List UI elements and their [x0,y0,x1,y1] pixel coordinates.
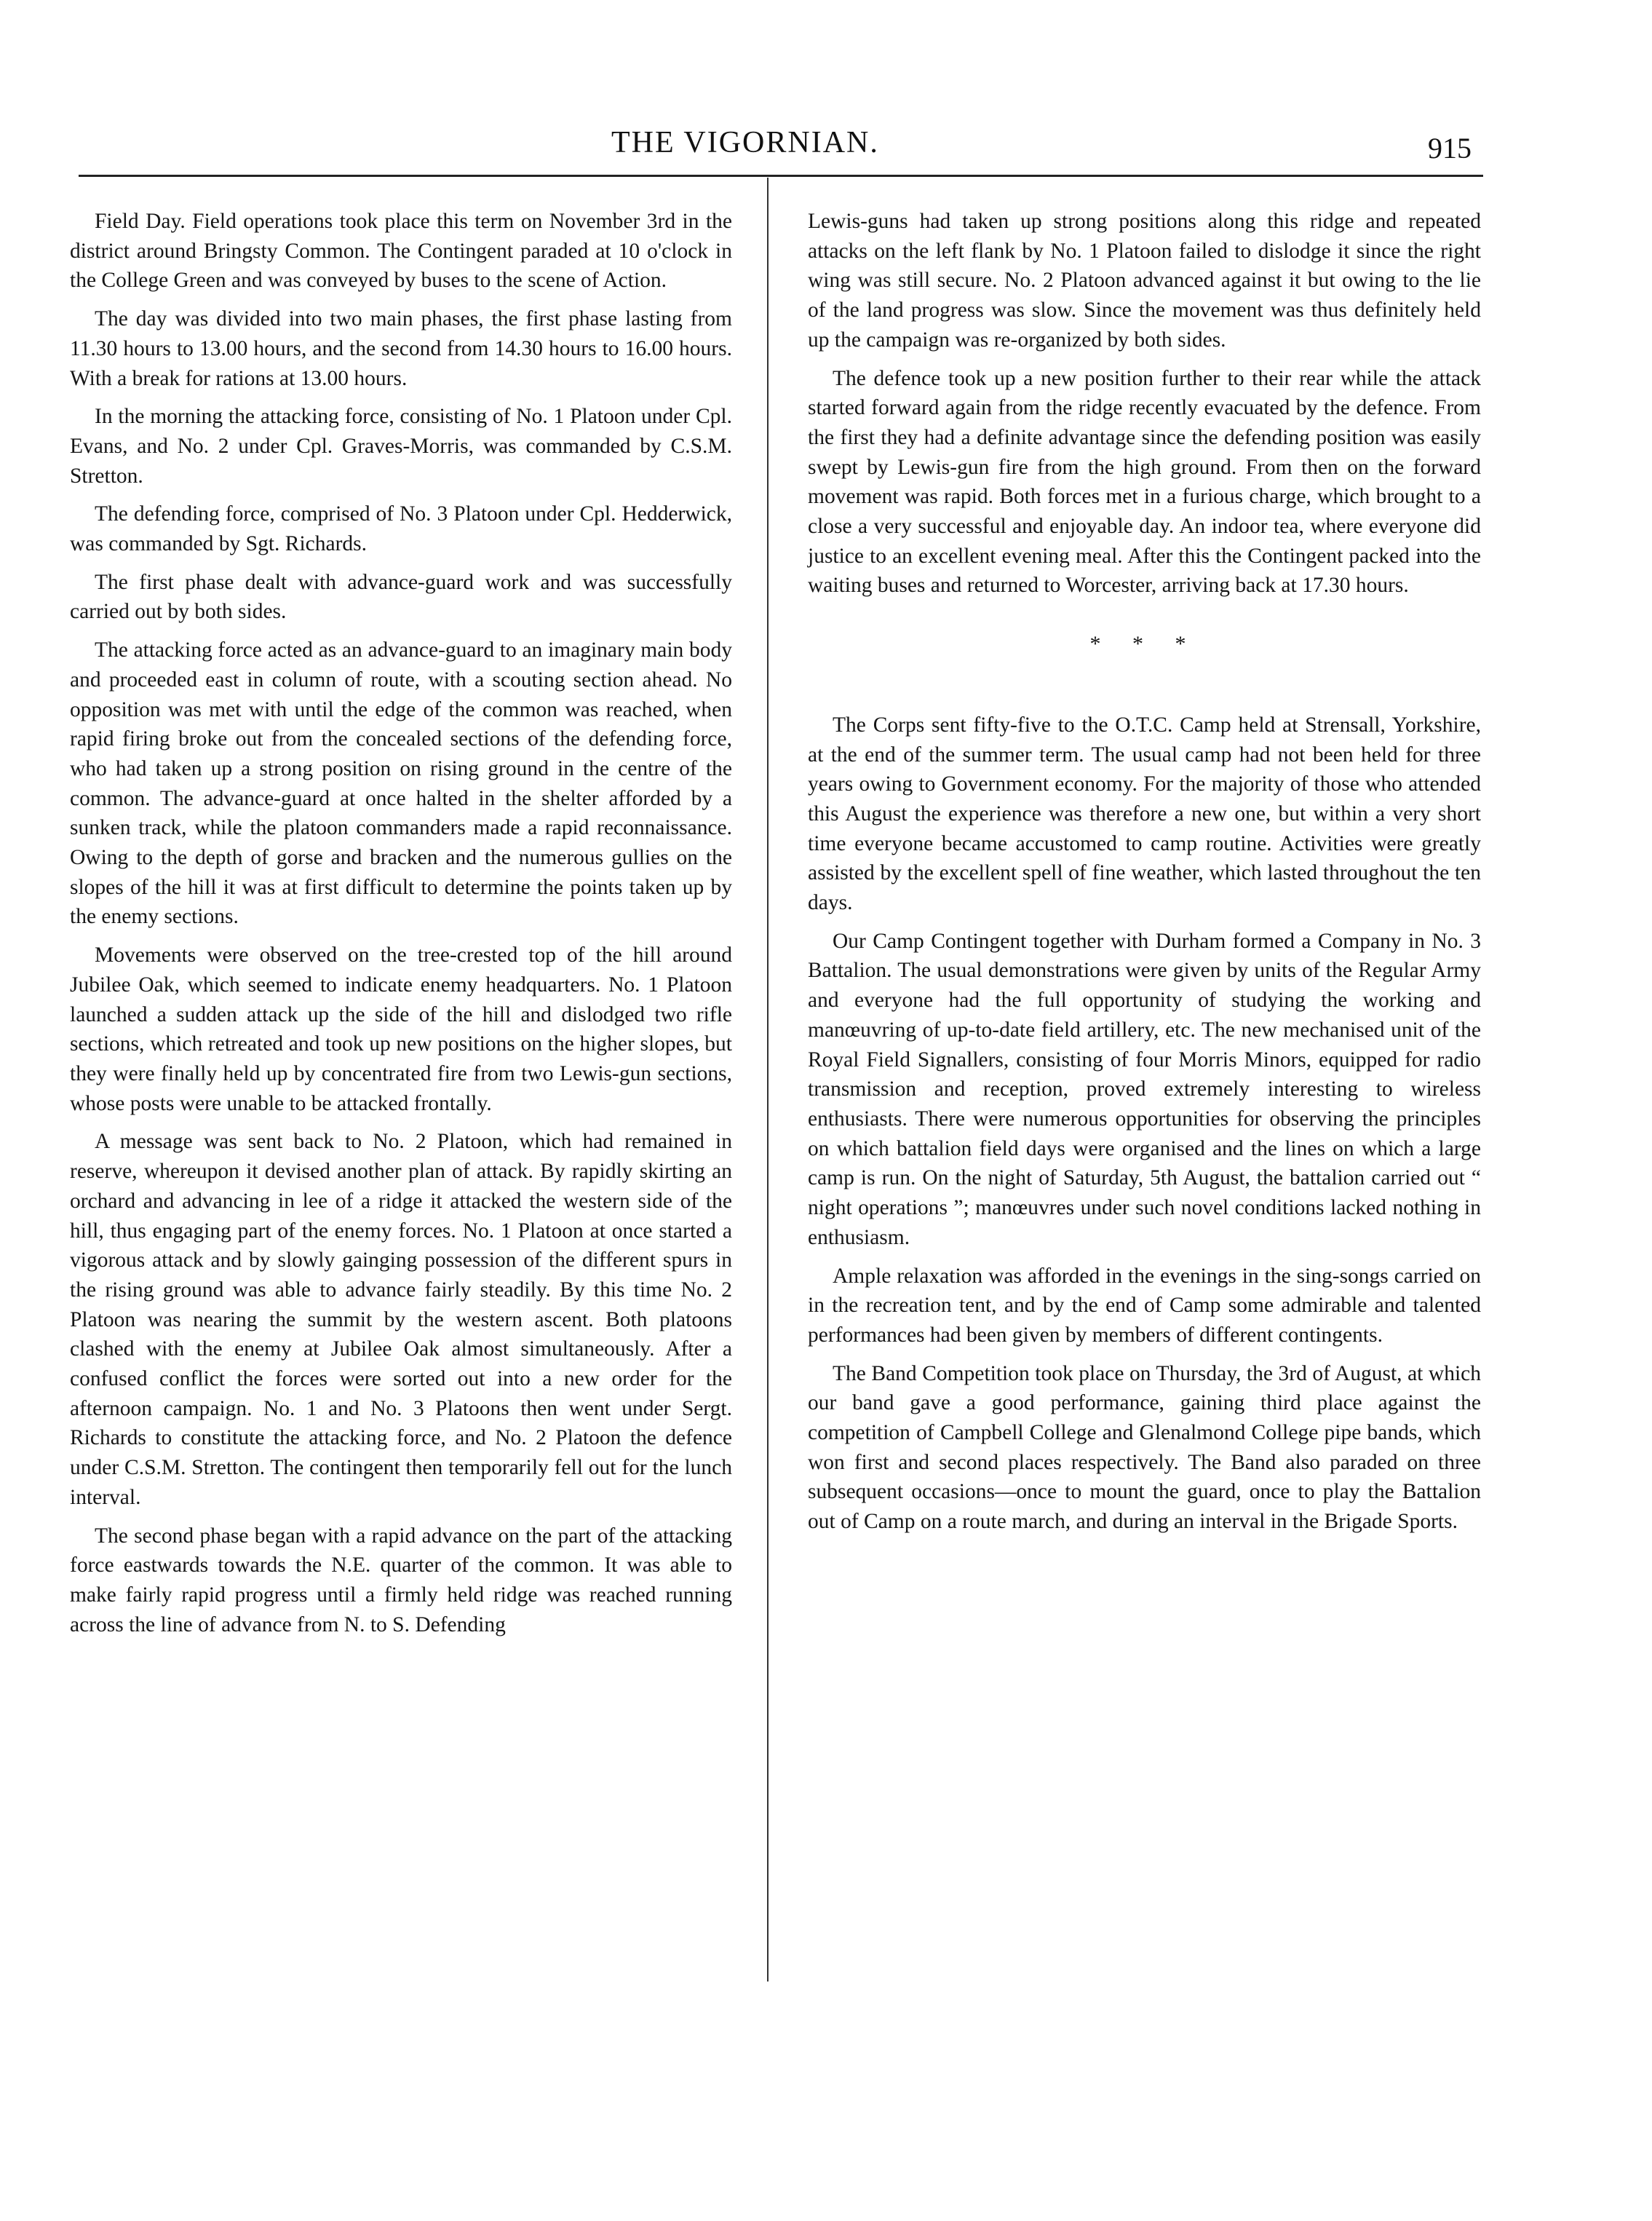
right-column [808,207,1481,1545]
paragraph: The day was divided into two main phases, the first phase lasting from 11.30 hours to 13.00 hours, and the second from 14.30 hours to 16.00 hours. With a break for rations at 13.00 hours. [70,307,732,390]
paragraph: The attacking force acted as an advance-guard to an imaginary main body and proceeded east in column of route, with a scouting section ahead. No opposition was met with until the edge of the common was reached, when rapid firing broke out from the concealed sections of the defending force, who had taken up a strong position on rising ground in the centre of the common. The advance-guard at once halted in the shelter afforded by a sunken track, while the platoon commanders made a rapid reconnaissance. Owing to the depth of gorse and bracken and the numerous gullies on the slopes of the hill it was at first difficult to determine the points taken up by the enemy sections. [70,638,732,929]
paragraph: A message was sent back to No. 2 Platoon, which had remained in reserve, whereupon it devised another plan of attack. By rapidly skirting an orchard and advancing in lee of a ridge it attacked the western side of the hill, thus engaging part of the enemy forces. No. 1 Platoon at once started a vigorous attack and by slowly gainging possession of the different spurs in the rising ground was able to advance fairly steadily. By this time No. 2 Platoon was nearing the summit by the western ascent. Both platoons clashed with the enemy at Jubilee Oak almost simultaneously. After a confused conflict the forces were sorted out into a new order for the afternoon campaign. No. 1 and No. 3 Platoons then went under Sergt. Richards to constitute the attacking force, and No. 2 Platoon the defence under C.S.M. Stretton. The contingent then temporarily fell out for the lunch interval. [70,1130,732,1509]
paragraph-field-day: Field Day. Field operations took place this term on November 3rd in the district around Bringsty Common. The Contingent paraded at 10 o'clock in the College Green and was conveyed by buses to the scene of Action. [70,210,732,293]
paragraph: Our Camp Contingent together with Durham formed a Company in No. 3 Battalion. The usual demonstrations were given by units of the Regular Army and everyone had the full opportunity of studying the working and manœuvring of up-to-date field artillery, etc. The new mechanised unit of the Royal Field Signallers, consisting of four Morris Minors, equipped for radio transmission and reception, proved extremely interesting to wireless enthusiasts. There were numerous opportunities for observing the principles on which battalion field days were organised and the lines on which a large camp is run. On the night of Saturday, 5th August, the battalion carried out “ night operations ”; manœuvres under such novel conditions lacked nothing in enthusiasm. [808,929,1481,1249]
paragraph-band-competition: The Band Competition took place on Thursday, the 3rd of August, at which our band gave a good performance, gaining third place against the competition of Campbell College and Glenalmond College pipe bands, which won first and second places respectively. The Band also paraded on three subsequent occasions—once to mount the guard, once to play the Battalion out of Camp on a route march, and during an interval in the Brigade Sports. [808,1361,1481,1534]
paragraph: Ample relaxation was afforded in the evenings in the sing-songs carried on in the recreation tent, and by the end of Camp some admirable and talented performances had been given by members of different contingents. [808,1264,1481,1347]
paragraph: In the morning the attacking force, consisting of No. 1 Platoon under Cpl. Evans, and No. 2 under Cpl. Graves-Morris, was commanded by C.S.M. Stretton. [70,405,732,488]
header-rule [79,175,1483,177]
section-break: * * * [1089,632,1199,657]
left-column [70,207,732,1648]
page-number: 915 [1428,132,1472,165]
continued-paragraph: Lewis-guns had taken up strong positions along this ridge and repeated attacks on the left flank by No. 1 Platoon failed to dislodge it since the right wing was still secure. No. 2 Platoon advanced against it but owing to the lie of the land progress was slow. Since the movement was thus definitely held up the campaign was re-organized by both sides. [808,210,1481,352]
running-title: THE VIGORNIAN. [611,126,879,159]
paragraph: The defending force, comprised of No. 3 Platoon under Cpl. Hedderwick, was commanded by Sgt. Richards. [70,502,732,556]
paragraph-otc-camp: The Corps sent fifty-five to the O.T.C. Camp held at Strensall, Yorkshire, at the end of the summer term. The usual camp had not been held for three years owing to Government economy. For the majority of those who attended this August the experience was therefore a new one, but within a very short time everyone became accustomed to camp routine. Activities were greatly assisted by the excellent spell of fine weather, which lasted throughout the ten days. [808,713,1481,915]
paragraph: The defence took up a new position further to their rear while the attack started forward again from the ridge recently evacuated by the defence. From the first they had a definite advantage since the defending position was easily swept by Lewis-gun fire from the high ground. From then on the forward movement was rapid. Both forces met in a furious charge, which brought to a close a very successful and enjoyable day. An indoor tea, where everyone did justice to an excellent evening meal. After this the Contingent packed into the waiting buses and returned to Worcester, arriving back at 17.30 hours. [808,366,1481,598]
paragraph: The first phase dealt with advance-guard work and was successfully carried out by both sides. [70,570,732,624]
paragraph: The second phase began with a rapid advance on the part of the attacking force eastwards towards the N.E. quarter of the common. It was able to make fairly rapid progress until a firmly held ridge was reached running across the line of advance from N. to S. Defending [70,1524,732,1636]
paragraph: Movements were observed on the tree-crested top of the hill around Jubilee Oak, which seemed to indicate enemy headquarters. No. 1 Platoon launched a sudden attack up the side of the hill and dislodged two rifle sections, which retreated and took up new positions on the higher slopes, but they were finally held up by concentrated fire from two Lewis-gun sections, whose posts were unable to be attacked frontally. [70,943,732,1115]
column-divider [767,178,769,1982]
